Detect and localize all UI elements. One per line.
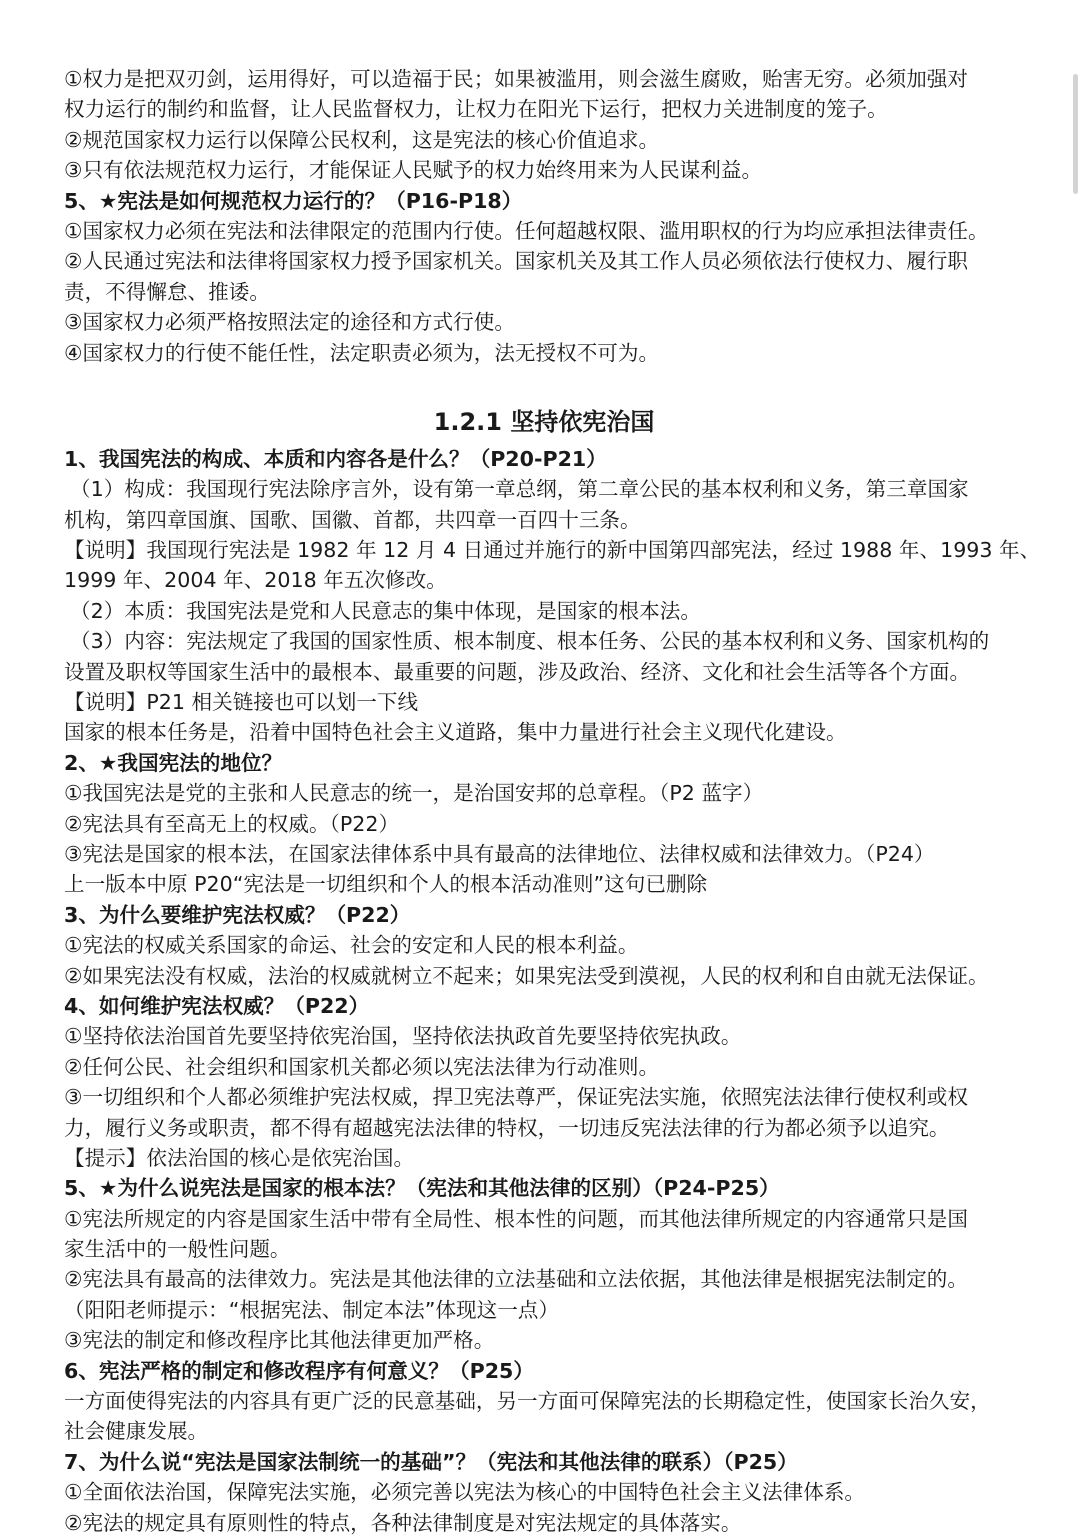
text-line: ③宪法是国家的根本法，在国家法律体系中具有最高的法律地位、法律权威和法律效力。（P24） xyxy=(64,841,935,866)
text-line: ③宪法的制定和修改程序比其他法律更加严格。 xyxy=(64,1328,495,1353)
document-content xyxy=(64,64,1041,1538)
question-heading: 4、如何维护宪法权威？（P22） xyxy=(64,993,370,1018)
text-line: ③一切组织和个人都必须维护宪法权威，捍卫宪法尊严，保证宪法实施，依照宪法法律行使权利或权 xyxy=(64,1085,968,1110)
text-line: ②宪法的规定具有原则性的特点，各种法律制度是对宪法规定的具体落实。 xyxy=(64,1510,742,1535)
text-line: （3）内容：宪法规定了我国的国家性质、根本制度、根本任务、公民的基本权利和义务、国家机构的 xyxy=(70,629,990,654)
text-line: （1）构成：我国现行宪法除序言外，设有第一章总纲，第二章公民的基本权利和义务，第三章国家 xyxy=(70,477,969,502)
text-line: ②任何公民、社会组织和国家机关都必须以宪法法律为行动准则。 xyxy=(64,1054,660,1079)
text-line: ①我国宪法是党的主张和人民意志的统一，是治国安邦的总章程。（P2 蓝字） xyxy=(64,781,764,806)
text-line: 力，履行义务或职责，都不得有超越宪法法律的特权，一切违反宪法法律的行为都必须予以追究。 xyxy=(64,1115,950,1140)
text-line: 社会健康发展。 xyxy=(64,1419,209,1444)
text-line: ①国家权力必须在宪法和法律限定的范围内行使。任何超越权限、滥用职权的行为均应承担法律责任。 xyxy=(64,218,989,243)
text-line: 权力运行的制约和监督，让人民监督权力，让权力在阳光下运行，把权力关进制度的笼子。 xyxy=(64,97,888,122)
text-line: 上一版本中原 P20“宪法是一切组织和个人的根本活动准则”这句已删除 xyxy=(64,872,708,897)
text-line: ④国家权力的行使不能任性，法定职责必须为，法无授权不可为。 xyxy=(64,340,660,365)
text-line: 【说明】P21 相关链接也可以划一下线 xyxy=(64,690,419,715)
question-heading: 3、为什么要维护宪法权威？（P22） xyxy=(64,902,411,927)
text-line: （2）本质：我国宪法是党和人民意志的集中体现，是国家的根本法。 xyxy=(70,598,701,623)
question-heading: 2、★我国宪法的地位？ xyxy=(64,750,283,775)
question-heading: 7、为什么说“宪法是国家法制统一的基础”？（宪法和其他法律的联系）（P25） xyxy=(64,1449,798,1474)
text-line: ②宪法具有至高无上的权威。（P22） xyxy=(64,811,400,836)
text-line: ③国家权力必须严格按照法定的途径和方式行使。 xyxy=(64,310,515,335)
text-line: 机构，第四章国旗、国歌、国徽、首都，共四章一百四十三条。 xyxy=(64,507,641,532)
text-line: 国家的根本任务是，沿着中国特色社会主义道路，集中力量进行社会主义现代化建设。 xyxy=(64,720,847,745)
text-line: ①权力是把双刃剑，运用得好，可以造福于民；如果被滥用，则会滋生腐败，贻害无穷。必须加强对 xyxy=(64,67,968,91)
text-line: ①坚持依法治国首先要坚持依宪治国，坚持依法执政首先要坚持依宪执政。 xyxy=(64,1024,742,1049)
text-line: 1999 年、2004 年、2018 年五次修改。 xyxy=(64,568,447,593)
scrollbar[interactable] xyxy=(1073,74,1078,194)
text-line: （阳阳老师提示：“根据宪法、制定本法”体现这一点） xyxy=(64,1297,559,1322)
text-line: ②宪法具有最高的法律效力。宪法是其他法律的立法基础和立法依据，其他法律是根据宪法制定的。 xyxy=(64,1267,968,1292)
text-line: 一方面使得宪法的内容具有更广泛的民意基础，另一方面可保障宪法的长期稳定性，使国家长治久安， xyxy=(64,1389,991,1414)
text-line: ①全面依法治国，保障宪法实施，必须完善以宪法为核心的中国特色社会主义法律体系。 xyxy=(64,1480,866,1505)
text-line: ①宪法的权威关系国家的命运、社会的安定和人民的根本利益。 xyxy=(64,933,639,958)
text-line: ①宪法所规定的内容是国家生活中带有全局性、根本性的问题，而其他法律所规定的内容通常只是国 xyxy=(64,1206,968,1231)
text-line: ②如果宪法没有权威，法治的权威就树立不起来；如果宪法受到漠视，人民的权利和自由就无法保证。 xyxy=(64,963,989,988)
text-line: ②规范国家权力运行以保障公民权利，这是宪法的核心价值追求。 xyxy=(64,127,660,152)
text-line: 【提示】依法治国的核心是依宪治国。 xyxy=(64,1145,415,1170)
text-line: ②人民通过宪法和法律将国家权力授予国家机关。国家机关及其工作人员必须依法行使权力、履行职 xyxy=(64,249,968,274)
text-line: 【说明】我国现行宪法是 1982 年 12 月 4 日通过并施行的新中国第四部宪法，经过 1988 年、1993 年、 xyxy=(64,538,1041,563)
section-gap xyxy=(64,368,1024,404)
text-line: 设置及职权等国家生活中的最根本、最重要的问题，涉及政治、经济、文化和社会生活等各个方面。 xyxy=(64,659,971,684)
section-title: 1.2.1 坚持依宪治国 xyxy=(433,407,655,436)
text-line: 责，不得懈怠、推诿。 xyxy=(64,279,270,304)
question-heading: 1、我国宪法的构成、本质和内容各是什么？（P20-P21） xyxy=(64,446,607,471)
text-line: ③只有依法规范权力运行，才能保证人民赋予的权力始终用来为人民谋利益。 xyxy=(64,158,763,183)
question-heading: 6、宪法严格的制定和修改程序有何意义？（P25） xyxy=(64,1358,534,1383)
question-heading: 5、★宪法是如何规范权力运行的？（P16-P18） xyxy=(64,188,523,213)
text-line: 家生活中的一般性问题。 xyxy=(64,1237,291,1262)
question-heading: 5、★为什么说宪法是国家的根本法？（宪法和其他法律的区别）（P24-P25） xyxy=(64,1176,780,1201)
